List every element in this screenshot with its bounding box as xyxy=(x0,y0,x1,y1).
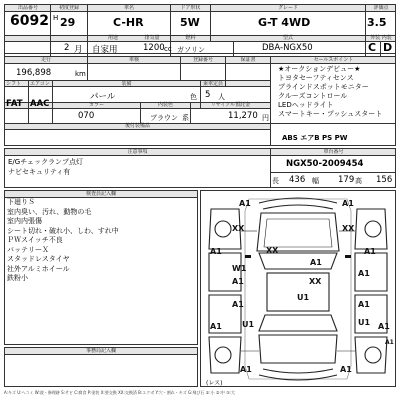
mark-bumper-rear-a1: A1 xyxy=(240,365,252,374)
displacement-value: 1200 xyxy=(143,43,165,53)
model-value: DBA-NGX50 xyxy=(262,43,313,53)
fuel-value: ガソリン xyxy=(177,46,205,54)
mark-fender-front-right: A1 xyxy=(364,247,376,256)
sales-point-1: ★オークションデビュー★ xyxy=(278,65,361,73)
height-label: 高 xyxy=(355,177,362,185)
recycle-fee: 11,270 xyxy=(228,111,258,121)
sales-point-3: ブラインドスポットモニター xyxy=(278,83,369,91)
mileage-value: 196,898 xyxy=(16,68,52,78)
mark-roof-a1: A1 xyxy=(310,258,322,267)
mark-rear-left-a1: A1 xyxy=(232,277,244,286)
label-shift: シフト xyxy=(6,81,22,87)
interior-grade: D xyxy=(383,41,393,54)
label-car-name: 車名 xyxy=(123,5,134,11)
interior-unit: 系 xyxy=(182,114,189,122)
chassis-number: NGX50-2009454 xyxy=(286,159,364,169)
displacement-unit: cc xyxy=(164,45,172,53)
mark-top-front-left: A1 xyxy=(239,199,251,208)
sales-point-5: LEDヘッドライト xyxy=(278,101,334,109)
features-value: ABS エアB PS PW xyxy=(282,134,348,142)
sales-point-4: クルーズコントロール xyxy=(278,92,348,100)
rear-label: (レス) xyxy=(206,380,223,387)
label-sales-point: セールスポイント xyxy=(313,57,354,63)
header-frame xyxy=(4,4,396,64)
label-year: 初度登録 xyxy=(58,5,79,11)
lot-number: 6092 xyxy=(10,13,49,29)
label-model: 型式 xyxy=(282,35,293,41)
seats-value: 5 xyxy=(205,90,211,100)
label-seat: 乗車定員 xyxy=(202,81,223,87)
mark-rear-left-u1: U1 xyxy=(242,320,255,329)
label-dealer-notes: 事務局記入欄 xyxy=(85,348,116,354)
legend-footer: A:キズ U:ヘコミ W:波・修理跡 S:サビ C:腐食 P:塗装 X:要交換 XX:交換済 B:エクボ Y:穴・割れ・キズ G:飛び石 ①:小 ②:中 ③:大 xyxy=(4,390,236,395)
label-lot: 出品番号 xyxy=(17,5,38,11)
length-label: 長 xyxy=(272,177,279,185)
equipment-unit: 色 xyxy=(190,93,197,101)
label-serial: 保証書 xyxy=(240,57,256,63)
inspection-line-9: 鉄粉小 xyxy=(7,274,28,282)
label-recycle: リサイクル預託金 xyxy=(210,102,251,108)
mark-front-door-right: A1 xyxy=(358,269,370,278)
mark-fender-front-left: A1 xyxy=(210,247,222,256)
label-ac: エアコン xyxy=(30,81,50,87)
label-displacement: 排気量 xyxy=(144,35,160,41)
exterior-grade: C xyxy=(368,41,377,54)
mark-bumper-rear-a1b: A1 xyxy=(340,365,352,374)
label-reg-no: 登録番号 xyxy=(192,57,213,63)
width-label: 幅 xyxy=(312,177,319,185)
mark-mirror-right: XX xyxy=(309,277,322,286)
label-equipment: 装備 xyxy=(121,81,132,87)
label-chassis: 車台番号 xyxy=(323,149,344,155)
year-era: H xyxy=(53,14,59,22)
inspection-line-7: スタッドレスタイヤ xyxy=(7,255,70,263)
grade-value: G-T 4WD xyxy=(258,16,311,29)
interior-color: ブラウン xyxy=(150,114,178,122)
mark-rear-door-left: A1 xyxy=(232,300,244,309)
height-value: 156 xyxy=(376,175,393,185)
mark-top-front-right: A1 xyxy=(342,199,354,208)
label-inspection-notes: 検査員記入欄 xyxy=(85,191,116,197)
mark-hood-right: XX xyxy=(342,224,355,233)
equipment-value: パール xyxy=(90,92,116,102)
width-value: 179 xyxy=(338,175,355,185)
label-mileage: 走行 xyxy=(40,57,51,63)
mark-rear-right-u1: U1 xyxy=(358,318,371,327)
label-usage: 用途 xyxy=(107,35,118,41)
month-unit: 月 xyxy=(74,45,83,55)
label-fuel: 燃料 xyxy=(185,35,196,41)
inspection-line-5: ＰＷスイッチ不良 xyxy=(7,236,63,244)
label-grade: グレード xyxy=(277,5,298,11)
label-door: ドア形状 xyxy=(180,5,201,11)
usage-value: 自家用 xyxy=(92,45,118,55)
inspection-line-3: 室内内張傷 xyxy=(7,217,42,225)
color-code: 070 xyxy=(78,111,95,121)
score-value: 3.5 xyxy=(367,16,387,29)
sales-point-6: スマートキー・プッシュスタート xyxy=(278,110,383,118)
car-name: C-HR xyxy=(113,16,144,29)
length-value: 436 xyxy=(289,175,306,185)
label-score: 評価点 xyxy=(373,5,389,11)
car-diagram xyxy=(201,191,395,386)
month-value: 2 xyxy=(64,43,70,53)
inspection-list xyxy=(7,198,195,284)
seats-unit: 人 xyxy=(218,93,225,101)
mileage-unit: km xyxy=(75,70,86,78)
label-options: 後付装備品 xyxy=(124,123,150,129)
door-type: 5W xyxy=(180,16,200,29)
label-color: カラー xyxy=(88,102,104,108)
mark-hood-left: XX xyxy=(232,224,245,233)
mark-roof-a1b: A1 xyxy=(210,322,222,331)
note-line-1: E/Gチェックランプ点灯 xyxy=(8,158,83,166)
inspection-line-6: バッテリーＸ xyxy=(7,245,49,254)
mark-rear-door-right: A1 xyxy=(358,300,370,309)
inspection-line-4: シート切れ・破れ小、しわ、すれ中 xyxy=(7,226,119,235)
label-notes: 注意事項 xyxy=(127,149,148,155)
inspection-line-8: 社外アルミホイール xyxy=(7,264,70,273)
sales-points-list xyxy=(278,65,394,119)
label-ext-int: 外装 内装 xyxy=(370,35,392,41)
sales-point-2: トヨタセーフティセンス xyxy=(278,74,354,82)
mark-mirror-left: XX xyxy=(266,246,279,255)
year-value: 29 xyxy=(60,16,76,29)
mark-bottom-right-a1: A1 xyxy=(385,339,394,346)
ac-value: AAC xyxy=(30,99,50,109)
mark-front-door-left: W1 xyxy=(232,264,247,273)
label-int: 内装色 xyxy=(157,102,173,108)
inspection-line-2: 室内臭い、汚れ、動物の毛 xyxy=(7,207,92,216)
inspection-line-1: 下廻りＳ xyxy=(7,198,35,206)
mark-roof-u1: U1 xyxy=(297,293,310,302)
label-inspection: 車検 xyxy=(128,57,139,63)
recycle-unit: 円 xyxy=(262,114,269,122)
mark-rear-right-a1: A1 xyxy=(378,322,390,331)
shift-value: FAT xyxy=(6,99,23,109)
note-line-2: ナビセキュリティ有 xyxy=(8,168,71,176)
